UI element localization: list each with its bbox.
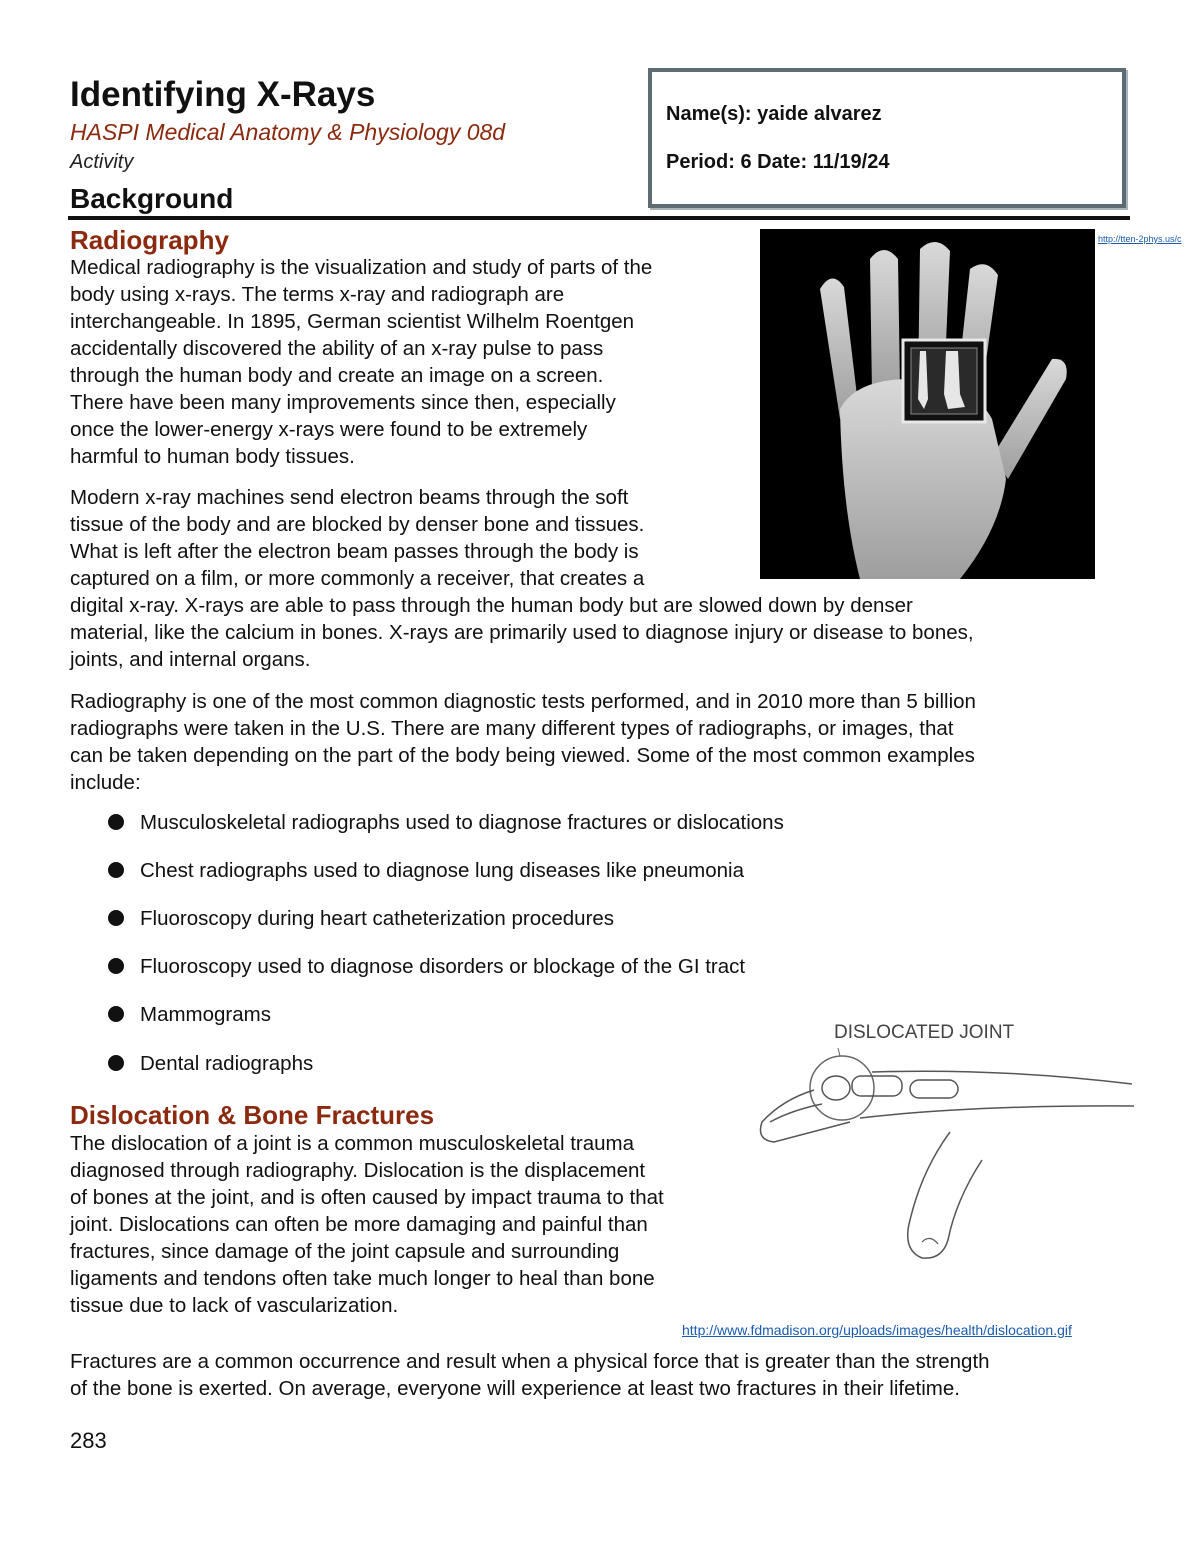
list-item-text: Mammograms xyxy=(140,1003,271,1026)
xray-image-source-link[interactable]: http://tten-2phys.us/c xyxy=(1098,234,1182,244)
text-line: joints, and internal organs. xyxy=(70,648,311,671)
dislocated-joint-label: DISLOCATED JOINT xyxy=(834,1022,1015,1043)
bullet-icon xyxy=(108,862,124,878)
dislocated-joint-illustration xyxy=(752,1010,1142,1280)
finger-drawing xyxy=(752,1010,1142,1280)
text-line: captured on a film, or more commonly a receiver, that creates a xyxy=(70,567,645,590)
text-line: of the bone is exerted. On average, everyone will experience at least two fractures in their lifetime. xyxy=(70,1377,960,1400)
text-line: fractures, since damage of the joint capsule and surrounding xyxy=(70,1240,620,1263)
text-line: body using x-rays. The terms x-ray and radiograph are xyxy=(70,283,565,306)
activity-label: Activity xyxy=(70,151,134,173)
list-item-text: Dental radiographs xyxy=(140,1052,314,1075)
background-heading: Background xyxy=(70,183,234,214)
text-line: tissue of the body and are blocked by denser bone and tissues. xyxy=(70,513,645,536)
text-line: Radiography is one of the most common diagnostic tests performed, and in 2010 more than 5 billion xyxy=(70,690,976,713)
text-line: Fractures are a common occurrence and result when a physical force that is greater than the strength xyxy=(70,1350,990,1373)
text-line: once the lower-energy x-rays were found to be extremely xyxy=(70,418,588,441)
hand-xray-image xyxy=(760,229,1095,579)
text-line: Modern x-ray machines send electron beams through the soft xyxy=(70,486,629,509)
page-number: 283 xyxy=(70,1428,107,1453)
list-item-text: Musculoskeletal radiographs used to diagnose fractures or dislocations xyxy=(140,811,784,834)
dislocation-heading: Dislocation & Bone Fractures xyxy=(70,1100,435,1130)
list-item xyxy=(108,1002,271,1028)
list-item xyxy=(108,954,745,980)
text-line: material, like the calcium in bones. X-rays are primarily used to diagnose injury or disease to bones, xyxy=(70,621,974,644)
bullet-icon xyxy=(108,1055,124,1071)
list-item xyxy=(108,906,614,932)
text-line: joint. Dislocations can often be more damaging and painful than xyxy=(70,1213,648,1236)
list-item xyxy=(108,1051,313,1077)
text-line: The dislocation of a joint is a common musculoskeletal trauma xyxy=(70,1132,635,1155)
list-item xyxy=(108,810,784,836)
dislocation-paragraph-1 xyxy=(70,1130,760,1319)
text-line: tissue due to lack of vascularization. xyxy=(70,1294,399,1317)
text-line: What is left after the electron beam passes through the body is xyxy=(70,540,639,563)
course-subtitle: HASPI Medical Anatomy & Physiology 08d xyxy=(70,119,506,145)
dislocation-image-source-link[interactable]: http://www.fdmadison.org/uploads/images/health/dislocation.gif xyxy=(682,1322,1072,1338)
radiography-heading: Radiography xyxy=(70,225,229,255)
text-line: include: xyxy=(70,771,141,794)
period-date[interactable]: Period: 6 Date: 11/19/24 xyxy=(666,151,890,173)
text-line: through the human body and create an image on a screen. xyxy=(70,364,604,387)
list-item-text: Fluoroscopy during heart catheterization procedures xyxy=(140,907,615,930)
list-item xyxy=(108,858,744,884)
student-name[interactable]: Name(s): yaide alvarez xyxy=(666,103,882,125)
fractures-paragraph xyxy=(70,1348,1150,1402)
list-item-text: Fluoroscopy used to diagnose disorders or blockage of the GI tract xyxy=(140,955,746,978)
radiography-paragraph-1 xyxy=(70,254,760,470)
text-line: ligaments and tendons often take much longer to heal than bone xyxy=(70,1267,655,1290)
text-line: diagnosed through radiography. Dislocation is the displacement xyxy=(70,1159,646,1182)
text-line: accidentally discovered the ability of an x-ray pulse to pass xyxy=(70,337,604,360)
text-line: There have been many improvements since then, especially xyxy=(70,391,616,414)
bullet-icon xyxy=(108,814,124,830)
text-line: harmful to human body tissues. xyxy=(70,445,355,468)
radiography-paragraph-3 xyxy=(70,688,1130,796)
text-line: digital x-ray. X-rays are able to pass through the human body but are slowed down by denser xyxy=(70,594,913,617)
header-divider xyxy=(68,216,1130,220)
text-line: of bones at the joint, and is often caused by impact trauma to that xyxy=(70,1186,664,1209)
text-line: Medical radiography is the visualization and study of parts of the xyxy=(70,256,653,279)
hand-xray-graphic xyxy=(760,229,1095,579)
bullet-icon xyxy=(108,958,124,974)
text-line: interchangeable. In 1895, German scientist Wilhelm Roentgen xyxy=(70,310,635,333)
text-line: radiographs were taken in the U.S. There are many different types of radiographs, or images, that xyxy=(70,717,954,740)
text-line: can be taken depending on the part of the body being viewed. Some of the most common examples xyxy=(70,744,975,767)
student-info-box xyxy=(648,68,1126,208)
bullet-icon xyxy=(108,1006,124,1022)
list-item-text: Chest radiographs used to diagnose lung diseases like pneumonia xyxy=(140,859,745,882)
page-title: Identifying X-Rays xyxy=(70,75,376,114)
bullet-icon xyxy=(108,910,124,926)
